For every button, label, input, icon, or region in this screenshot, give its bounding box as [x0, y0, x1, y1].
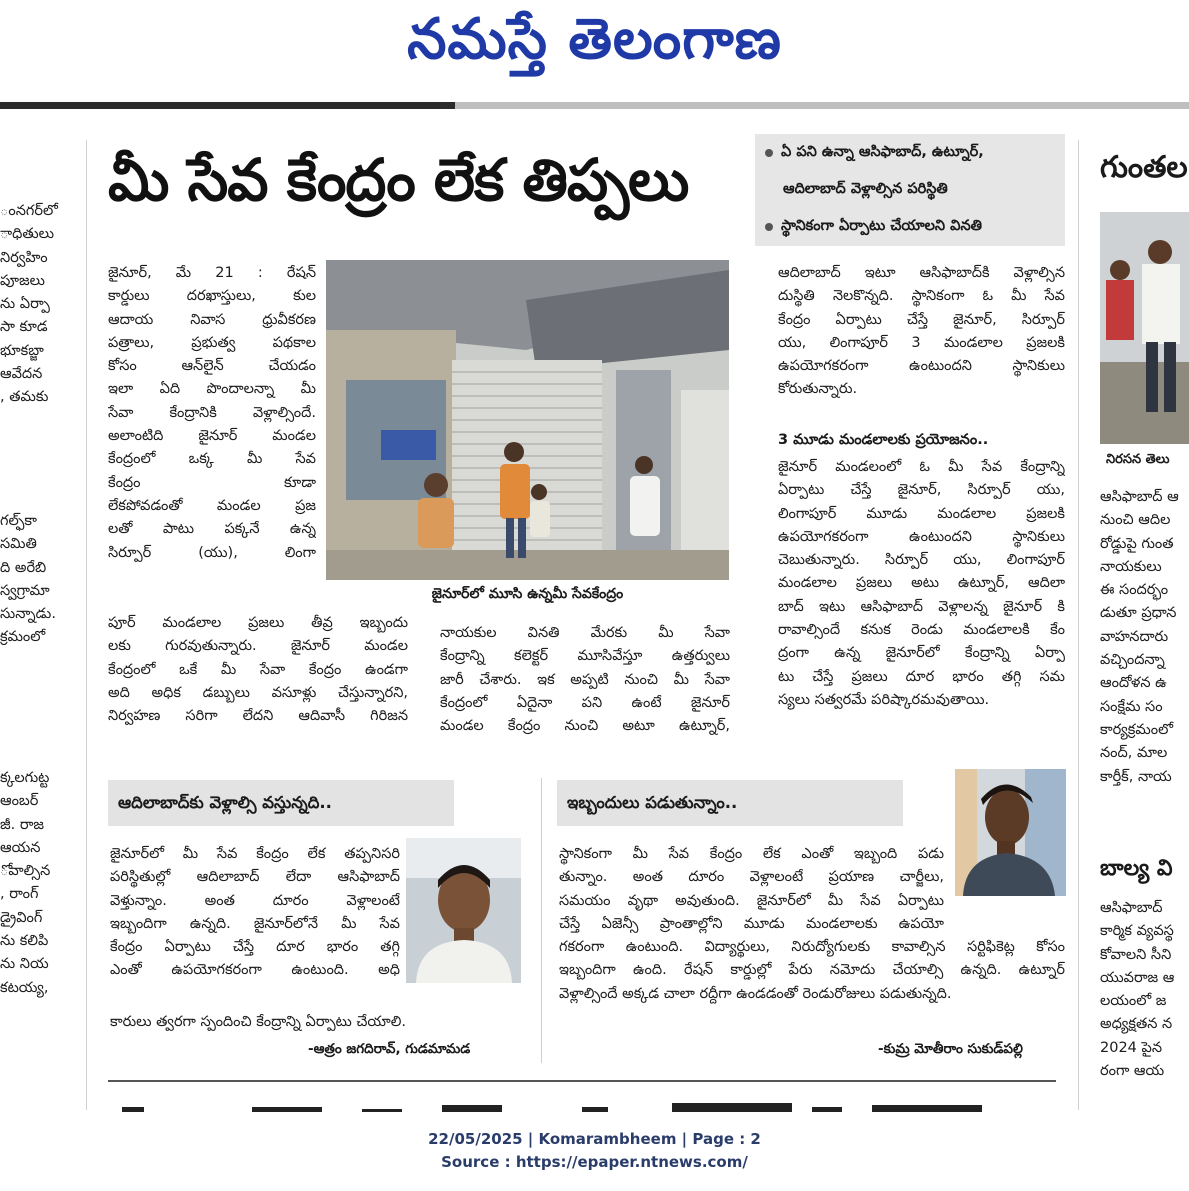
text-line: సమయం వృథా అవుతుంది. జైనూర్‌లో మీ సేవ ఏర్పాటు: [559, 892, 944, 909]
text-line: బాద్ ఇటు ఆసిఫాబాద్ వెళ్లాలన్న జైనూర్ కి: [778, 598, 1065, 615]
text-line: సేవా కేంద్రానికి వెళ్లాల్సిందే.: [108, 404, 316, 421]
text-line: క్కలగుట్ట: [0, 770, 50, 786]
highlight-text: ఆదిలాబాద్ వెళ్లాల్సిన పరిస్థితి: [783, 181, 948, 197]
text-line: , తమకు: [0, 389, 49, 406]
quote-left-text: [110, 843, 400, 983]
side-story-photo: [1100, 212, 1189, 444]
text-line: మండలాల ప్రజలు అటు ఉట్నూర్, ఆదిలా: [778, 575, 1065, 592]
side-story-caption: నిరసన తెలు: [1106, 452, 1170, 467]
page-footer: [0, 1128, 1189, 1174]
text-line: ఉపయోగకరంగా ఉంటుందని స్థానికులు: [778, 358, 1065, 375]
article-column-left-continued: [108, 612, 408, 728]
text-line: ఆందోళన ఉ: [1100, 675, 1167, 692]
highlight-item: [755, 208, 1065, 245]
text-line: కోరుతున్నారు.: [778, 381, 858, 398]
text-line: కటయ్య,: [0, 979, 49, 996]
text-line: జైనూర్‌లో మీ సేవ కేంద్రం లేక తప్పనిసరి: [110, 846, 400, 862]
text-line: పూర్ మండలాల ప్రజలు తీవ్ర ఇబ్బందు: [108, 615, 408, 631]
text-line: అలాంటిది జైనూర్ మండల: [108, 428, 316, 445]
text-line: చెబుతున్నారు. సిర్పూర్ యు, లింగాపూర్: [778, 552, 1065, 569]
side-story-text: [1100, 486, 1189, 789]
article-subheading: 3 మూడు మండలాలకు ప్రయోజనం..: [778, 432, 989, 448]
quote-divider: [541, 778, 542, 1063]
highlight-text: స్థానికంగా ఏర్పాటు చేయాలని వినతి: [781, 218, 982, 234]
text-line: కార్మిక వ్యవస్థ: [1100, 923, 1174, 940]
text-line: వెళ్లాల్సిందే అక్కడ చాలా రద్దీగా ఉండడంతో రెండురోజులు పడుతున్నది.: [559, 985, 952, 1002]
text-line: నిర్వహిం: [0, 249, 48, 266]
person-photo: [955, 769, 1066, 896]
text-line: ను నియ: [0, 956, 49, 973]
article-column-middle: [440, 622, 730, 738]
highlights-box: [755, 134, 1065, 246]
text-line: క్రమంలో: [0, 629, 46, 646]
masthead: [0, 0, 1189, 100]
text-line: లకు గురవుతున్నారు. జైనూర్ మండల: [108, 638, 408, 655]
text-line: కార్డులు దరఖాస్తులు, కుల: [108, 288, 316, 305]
text-line: యు, లింగాపూర్ 3 మండలాల ప్రజలకి: [778, 334, 1065, 351]
highlight-item: [755, 171, 1065, 208]
masthead-rule: [0, 102, 455, 109]
quote-heading-right: ఇబ్బందులు పడుతున్నాం..: [557, 780, 903, 826]
next-headline-clipped: [112, 1100, 1012, 1112]
text-line: చేస్తే ఏజెన్సీ ప్రాంతాల్లోని మూడు మండలాలకు ఉపయో: [559, 915, 944, 932]
text-line: వచ్చిందన్నా: [1100, 652, 1165, 669]
text-line: జైనూర్, మే 21 : రేషన్: [108, 265, 316, 281]
text-line: కేంద్రం ఏర్పాటు చేస్తే జైనూర్, సిర్పూర్: [778, 311, 1065, 328]
highlight-item: [755, 134, 1065, 171]
footer-date-page: 22/05/2025 | Komarambheem | Page : 2: [428, 1130, 761, 1148]
footer-source: Source : https://epaper.ntnews.com/: [441, 1153, 748, 1171]
text-line: ఇలా ఏది పొందాలన్నా మీ: [108, 381, 316, 398]
bullet-icon: [765, 223, 773, 231]
text-line: కేంద్రంలో ఏదైనా పని ఉంటే జైనూర్: [440, 694, 730, 711]
text-line: ఆదాయ నివాస ధ్రువీకరణ: [108, 311, 316, 328]
text-line: ాధితులు: [0, 226, 54, 243]
quote-right-text: [559, 843, 944, 936]
left-edge-column-3: [0, 767, 62, 1000]
portrait-jagadirao: [406, 838, 521, 983]
text-line: కేంద్రంలో ఒకే మీ సేవా కేంద్రం ఉండగా: [108, 661, 408, 678]
text-line: జారీ చేశారు. ఇక అప్పటి నుంచి మీ సేవా: [440, 671, 730, 688]
text-line: కేంద్రం ఏర్పాటు చేస్తే దూర భారం తగ్గి: [110, 939, 400, 956]
text-line: సా కూడ: [0, 319, 48, 336]
text-line: వెళ్తున్నాం. అంత దూరం వెళ్లాలంటే: [110, 892, 400, 909]
clipped-headline-strokes: [112, 1103, 1012, 1112]
quote-left-text-last: [110, 1011, 522, 1034]
text-line: సంక్షేమ సం: [1100, 698, 1163, 715]
text-line: భూకబ్జా: [0, 342, 44, 359]
text-line: డ్రైవింగ్: [0, 909, 43, 926]
text-line: ఆసిఫాబాద్ ఆ: [1100, 489, 1179, 505]
text-line: జైనూర్ మండలంలో ఓ మీ సేవ కేంద్రాన్ని: [778, 459, 1065, 475]
left-edge-column-2: [0, 510, 62, 650]
side-story-text-2: [1100, 897, 1189, 1083]
text-line: రంగా ఆయ: [1100, 1063, 1165, 1080]
text-line: అది అధిక డబ్బులు వసూళ్లు చేస్తున్నారని,: [108, 684, 408, 701]
quote-right-signature: -కుమ్ర మోతీరాం సుకుడ్‌పల్లి: [878, 1041, 1023, 1057]
bullet-icon: [765, 149, 773, 157]
text-line: ోవాల్సిన: [0, 863, 51, 880]
text-line: నాయకుల వినతి మేరకు మీ సేవా: [440, 625, 730, 641]
text-line: డుతూ ప్రధాన: [1100, 605, 1177, 622]
text-line: లింగాపూర్ మూడు మండలాల ప్రజలకి: [778, 505, 1065, 522]
text-line: వాహనదారు: [1100, 628, 1169, 645]
text-line: గకరంగా ఉంటుంది. విద్యార్థులు, నిరుద్యోగులకు కావాల్సిన సర్టిఫికెట్ల కోసం: [559, 939, 1065, 955]
text-line: స్వగ్రామా: [0, 582, 50, 599]
text-line: ఆదిలాబాద్ ఇటూ ఆసిఫాబాద్‌కి వెళ్లాల్సిన: [778, 265, 1065, 281]
text-line: కారులు త్వరగా స్పందించి కేంద్రాన్ని ఏర్పాటు చేయాలి.: [110, 1014, 406, 1030]
text-line: కోవాలని సీని: [1100, 946, 1172, 963]
text-line: అధ్యక్షతన న: [1100, 1016, 1173, 1033]
text-line: ద్రంగా ఉన్న జైనూర్‌లో కేంద్రాన్ని ఏర్పా: [778, 645, 1065, 662]
text-line: ఇబ్బందిగా ఉంది. రేషన్ కార్డుల్లో పేరు నమోదు చేయాల్సి ఉన్నది. ఉట్నూర్: [559, 962, 1065, 979]
text-line: ను కలిపి: [0, 933, 49, 950]
newspaper-logo: నమస్తే తెలంగాణ: [407, 6, 782, 72]
text-line: పత్రాలు, ప్రభుత్వ పథకాల: [108, 334, 316, 351]
text-line: కేంద్రం కూడా: [108, 474, 316, 491]
text-line: కోసం ఆన్‌లైన్ చేయడం: [108, 358, 316, 375]
article-column-right: [778, 262, 1065, 402]
section-rule: [108, 1080, 1056, 1082]
text-line: సున్నాడు.: [0, 606, 56, 623]
column-divider: [86, 140, 87, 1110]
text-line: ఈ సందర్భం: [1100, 582, 1169, 599]
text-line: 2024 పైన: [1100, 1039, 1162, 1056]
text-line: లయంలో జ: [1100, 993, 1167, 1010]
text-line: రోడ్డుపై గుంత: [1100, 535, 1174, 552]
side-story-title: గుంతల: [1100, 150, 1188, 185]
text-line: గల్ఫ్‌కా: [0, 513, 37, 529]
column-divider: [1078, 140, 1079, 1110]
article-column-left: [108, 262, 316, 565]
text-line: స్యలు సత్వరమే పరిష్కారమవుతాయి.: [778, 691, 990, 708]
article-photo: [326, 260, 729, 580]
text-line: సమితి: [0, 536, 37, 553]
left-edge-column-1: [0, 200, 62, 410]
road-protest-photo: [1100, 212, 1189, 444]
text-line: , రాంగ్: [0, 886, 39, 903]
text-line: ఎంతో ఉపయోగకరంగా ఉంటుంది. అధి: [110, 962, 400, 979]
text-line: సిర్పూర్ (యు), లింగా: [108, 544, 316, 561]
article-headline: మీ సేవ కేంద్రం లేక తిప్పలు: [108, 146, 689, 214]
text-line: లేకపోవడంతో మండల ప్రజ: [108, 497, 316, 514]
text-line: రావాల్సిందే కనుక రెండు మండలాలకి కేం: [778, 622, 1065, 639]
article-column-right-2: [778, 456, 1065, 712]
text-line: దుస్థితి నెలకొన్నది. స్థానికంగా ఓ మీ సేవ: [778, 288, 1065, 305]
quote-right-text-wide: [559, 936, 1065, 1006]
text-line: యువరాజ ఆ: [1100, 969, 1175, 986]
text-line: ఏర్పాటు చేస్తే జైనూర్, సిర్పూర్ యు,: [778, 482, 1065, 499]
text-line: ఆసిఫాబాద్: [1100, 900, 1163, 916]
text-line: తున్నాం. అంత దూరం వెళ్లాలంటే ప్రయాణ చార్జీలు,: [559, 869, 944, 886]
highlight-text: ఏ పని ఉన్నా ఆసిఫాబాద్, ఉట్నూర్,: [781, 144, 984, 160]
text-line: జీ. రాజ: [0, 816, 45, 833]
text-line: కార్యక్రమంలో: [1100, 721, 1173, 738]
text-line: నిర్వహణ సరిగా లేదని ఆదివాసీ గిరిజన: [108, 708, 408, 725]
text-line: టు చేస్తే ప్రజలు దూర భారం తగ్గి సమ: [778, 668, 1065, 685]
text-line: కేంద్రంలో ఒక్క మీ సేవ: [108, 451, 316, 468]
photo-caption: జైనూర్‌లో మూసి ఉన్నమీ సేవకేంద్రం: [431, 586, 624, 602]
text-line: ఇబ్బందిగా ఉన్నది. జైనూర్‌లోనే మీ సేవ: [110, 915, 400, 932]
text-line: ంనగర్‌లో: [0, 203, 58, 219]
portrait-motiram: [955, 769, 1066, 896]
masthead-rule-light: [455, 102, 1189, 109]
text-line: ఆవేదన: [0, 366, 43, 383]
quote-left-signature: -ఆత్రం జగదిరావ్, గుడమామడ: [308, 1041, 471, 1057]
text-line: నాయకులు: [1100, 558, 1162, 575]
text-line: పూజలు: [0, 272, 45, 289]
shuttered-meeseva-photo: [326, 260, 729, 580]
text-line: మండల కేంద్రం నుంచి అటూ ఉట్నూర్,: [440, 718, 730, 735]
text-line: ను ఏర్పా: [0, 296, 50, 313]
quote-heading-left: ఆదిలాబాద్‌కు వెళ్లాల్సి వస్తున్నది..: [108, 780, 454, 826]
text-line: లతో పాటు పక్కనే ఉన్న: [108, 521, 316, 538]
text-line: పరిస్థితుల్లో ఆదిలాబాద్ లేదా ఆసిఫాబాద్: [110, 869, 400, 886]
text-line: స్థానికంగా మీ సేవ కేంద్రం లేక ఎంతో ఇబ్బంది పడు: [559, 846, 944, 862]
text-line: ఆయన: [0, 839, 41, 856]
text-line: నుంచి ఆదిల: [1100, 512, 1171, 529]
person-photo: [406, 838, 521, 983]
text-line: నంద్, మాల: [1100, 745, 1168, 762]
text-line: ఆంబర్: [0, 793, 39, 810]
text-line: ది అరేబి: [0, 559, 47, 576]
text-line: కార్తీక్, నాయ: [1100, 768, 1172, 785]
text-line: ఉపయోగకరంగా ఉంటుందని స్థానికులు: [778, 528, 1065, 545]
text-line: కేంద్రాన్ని కలెక్టర్ మూసివేస్తూ ఉత్తర్వులు: [440, 648, 730, 665]
side-story-title-2: బాల్య వి: [1100, 856, 1173, 881]
